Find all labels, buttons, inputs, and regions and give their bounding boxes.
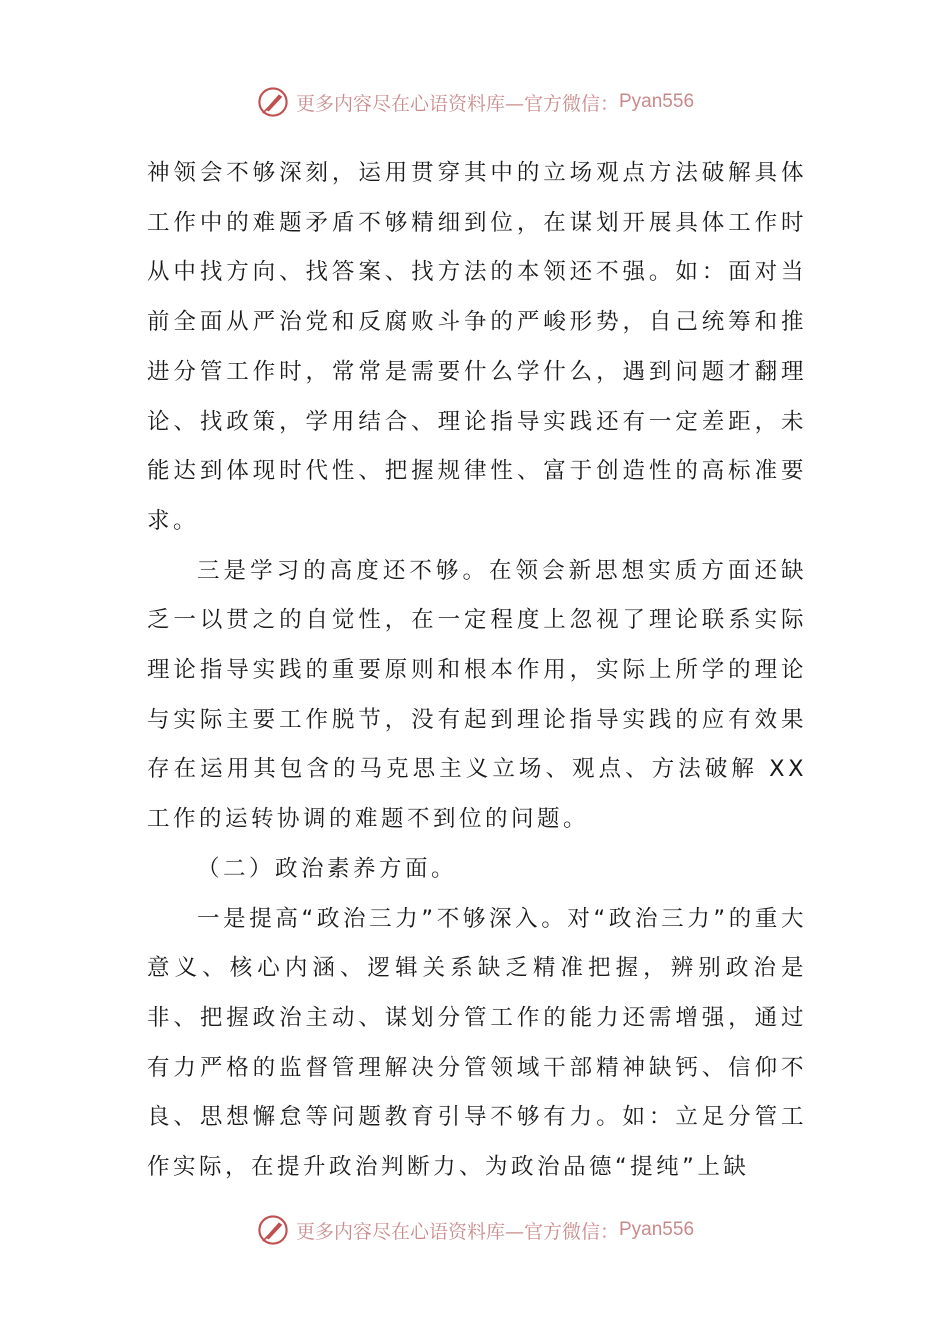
document-body	[147, 149, 807, 1193]
watermark-wechat-id: Pyan556	[619, 1219, 695, 1240]
watermark-wechat-id: Pyan556	[619, 91, 695, 112]
paragraph-3: 一是提高“政治三力”不够深入。对“政治三力”的重大意义、核心内涵、逻辑关系缺乏精准把握，辨别政治是非、把握政治主动、谋划分管工作的能力还需增强，通过有力严格的监督管理解决分管领域干部精神缺钙、信仰不良、思想懈怠等问题教育引导不够有力。如：立足分管工作实际，在提升政治判断力、为政治品德“提纯”上缺	[147, 905, 807, 1181]
pen-circle-logo-icon	[256, 85, 290, 119]
paragraph-2: 三是学习的高度还不够。在领会新思想实质方面还缺乏一以贯之的自觉性，在一定程度上忽视了理论联系实际理论指导实践的重要原则和根本作用，实际上所学的理论与实际主要工作脱节，没有起到理论指导实践的应有效果存在运用其包含的马克思主义立场、观点、方法破解 XX 工作的运转协调的难题不到位的问题。	[147, 557, 807, 833]
header-watermark	[0, 82, 950, 122]
section-heading: （二）政治素养方面。	[197, 855, 458, 882]
watermark-text: 更多内容尽在心语资料库—官方微信：	[295, 1220, 619, 1243]
pen-circle-logo-icon	[256, 1213, 290, 1247]
watermark-text: 更多内容尽在心语资料库—官方微信：	[295, 92, 619, 115]
paragraph-1: 神领会不够深刻，运用贯穿其中的立场观点方法破解具体工作中的难题矛盾不够精细到位，在谋划开展具体工作时从中找方向、找答案、找方法的本领还不强。如：面对当前全面从严治党和反腐败斗争的严峻形势，自己统筹和推进分管工作时，常常是需要什么学什么，遇到问题才翻理论、找政策，学用结合、理论指导实践还有一定差距，未能达到体现时代性、把握规律性、富于创造性的高标准要求。	[147, 160, 807, 534]
footer-watermark	[0, 1210, 950, 1250]
